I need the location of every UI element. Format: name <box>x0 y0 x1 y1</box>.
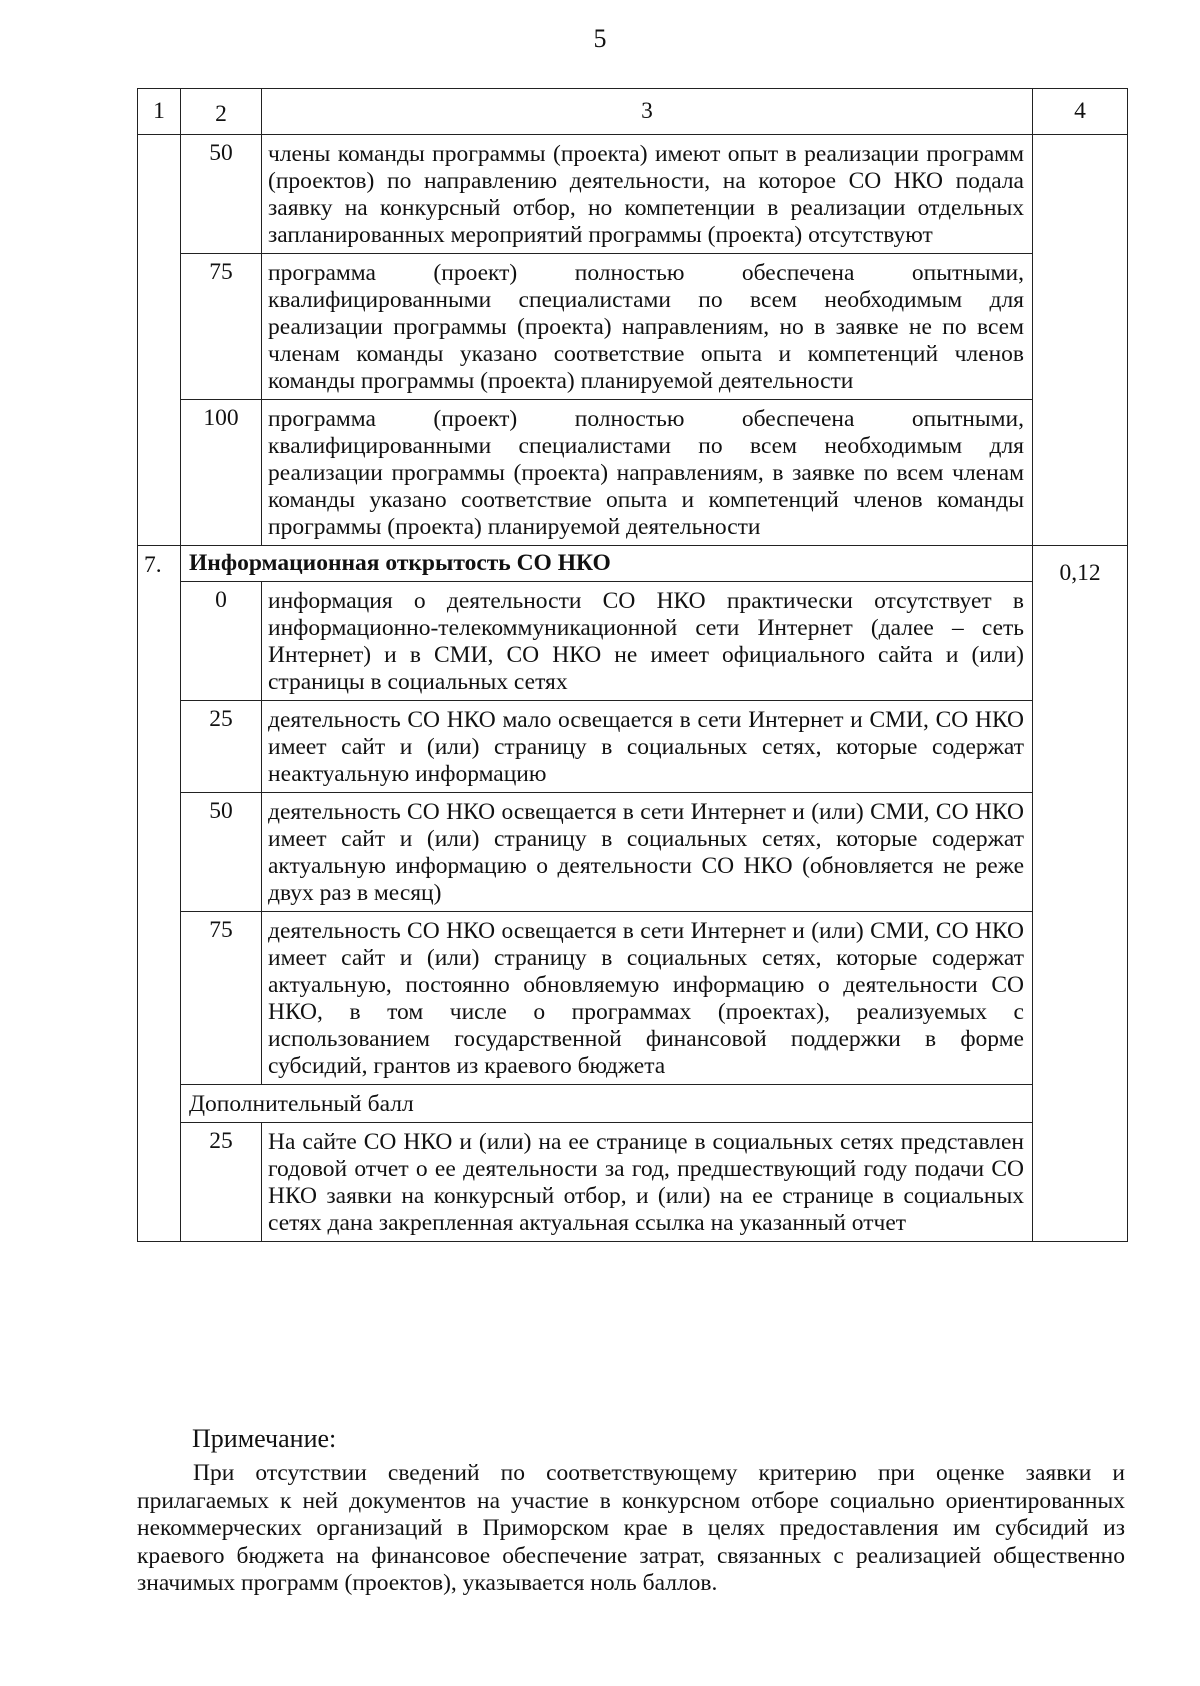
score-cell: 50 <box>181 135 262 254</box>
score-cell: 25 <box>181 1123 262 1242</box>
description-cell <box>262 701 1033 793</box>
score-cell: 25 <box>181 701 262 793</box>
page-number: 5 <box>593 24 607 53</box>
score-cell: 50 <box>181 793 262 912</box>
description-cell <box>262 400 1033 546</box>
row-number-cell <box>138 793 181 912</box>
header-col-3: 3 <box>262 89 1033 135</box>
description-cell <box>262 1123 1033 1242</box>
score-cell: 0 <box>181 582 262 701</box>
table-row <box>138 701 1128 793</box>
description-text: члены команды программы (проекта) имеют опыт в реализации программ (проектов) по направлению деятельности, на которое СО НКО подала заявку на конкурсный отбор, но компетенции в реализации отдельных запланированных мероприятий программы (проекта) отсутствуют <box>268 141 1024 248</box>
table-row <box>138 793 1128 912</box>
table-row <box>138 254 1128 400</box>
note-title: Примечание: <box>192 1424 337 1453</box>
score-cell: 100 <box>181 400 262 546</box>
row-number-cell <box>138 400 181 546</box>
criterion-number: 7. <box>138 546 181 582</box>
row-number-cell <box>138 1085 181 1123</box>
criterion-title: Информационная открытость СО НКО <box>189 550 611 576</box>
header-col-2: 2 <box>181 89 262 135</box>
row-number-cell <box>138 912 181 1085</box>
description-cell <box>262 582 1033 701</box>
header-col-4: 4 <box>1033 89 1128 135</box>
row-number-cell <box>138 135 181 254</box>
description-text: деятельность СО НКО освещается в сети Интернет и (или) СМИ, СО НКО имеет сайт и (или) страницу в социальных сетях, которые содержат актуальную информацию о деятельности СО НКО (обновляется не реже двух раз в месяц) <box>268 799 1024 906</box>
additional-label-cell <box>181 1085 1033 1123</box>
row-number-cell <box>138 254 181 400</box>
description-text: деятельность СО НКО освещается в сети Интернет и (или) СМИ, СО НКО имеет сайт и (или) страницу в социальных сетях, которые содержат актуальную, постоянно обновляемую информацию о деятельности СО НКО, в том числе о программах (проектах), реализуемых с использованием государственной финансовой поддержки в форме субсидий, грантов из краевого бюджета <box>268 918 1024 1079</box>
description-cell <box>262 912 1033 1085</box>
table-row <box>138 912 1128 1085</box>
additional-label-row <box>138 1085 1128 1123</box>
table-row <box>138 582 1128 701</box>
score-cell: 75 <box>181 912 262 1085</box>
description-cell <box>262 135 1033 254</box>
row-number-cell <box>138 582 181 701</box>
additional-label: Дополнительный балл <box>189 1091 414 1117</box>
description-text: программа (проект) полностью обеспечена опытными, квалифицированными специалистами по всем необходимым для реализации программы (проекта) направлениям, в заявке по всем членам команды указано соответствие опыта и компетенций членов команды программы (проекта) планируемой деятельности <box>268 406 1024 540</box>
table-header-row <box>138 89 1128 135</box>
criterion-row <box>138 546 1128 582</box>
criterion-weight: 0,12 <box>1033 546 1128 1242</box>
description-text: информация о деятельности СО НКО практически отсутствует в информационно-телекоммуникационной сети Интернет (далее – сеть Интернет) и в СМИ, СО НКО не имеет официального сайта и (или) страницы в социальных сетях <box>268 588 1024 695</box>
table-row <box>138 400 1128 546</box>
criteria-table <box>137 88 1128 1242</box>
table-row <box>138 1123 1128 1242</box>
row-number-cell <box>138 701 181 793</box>
header-col-1: 1 <box>138 89 181 135</box>
table-row <box>138 135 1128 254</box>
description-text: деятельность СО НКО мало освещается в сети Интернет и СМИ, СО НКО имеет сайт и (или) страницу в социальных сетях, которые содержат неактуальную информацию <box>268 707 1024 787</box>
note-text: При отсутствии сведений по соответствующему критерию при оценке заявки и прилагаемых к ней документов на участие в конкурсном отборе социально ориентированных некоммерческих организаций в Приморском крае в целях предоставления им субсидий из краевого бюджета на финансовое обеспечение затрат, связанных с реализацией общественно значимых программ (проектов), указывается ноль баллов. <box>137 1460 1125 1596</box>
description-text: программа (проект) полностью обеспечена опытными, квалифицированными специалистами по всем необходимым для реализации программы (проекта) направлениям, но в заявке не по всем членам команды указано соответствие опыта и компетенций членов команды программы (проекта) планируемой деятельности <box>268 260 1024 394</box>
weight-cell <box>1033 135 1128 546</box>
description-cell <box>262 793 1033 912</box>
criterion-title-cell <box>181 546 1033 582</box>
description-text: На сайте СО НКО и (или) на ее странице в социальных сетях представлен годовой отчет о ее деятельности за год, предшествующий году подачи СО НКО заявки на конкурсный отбор, и (или) на ее странице в социальных сетях дана закрепленная актуальная ссылка на указанный отчет <box>268 1129 1024 1236</box>
score-cell: 75 <box>181 254 262 400</box>
description-cell <box>262 254 1033 400</box>
row-number-cell <box>138 1123 181 1242</box>
